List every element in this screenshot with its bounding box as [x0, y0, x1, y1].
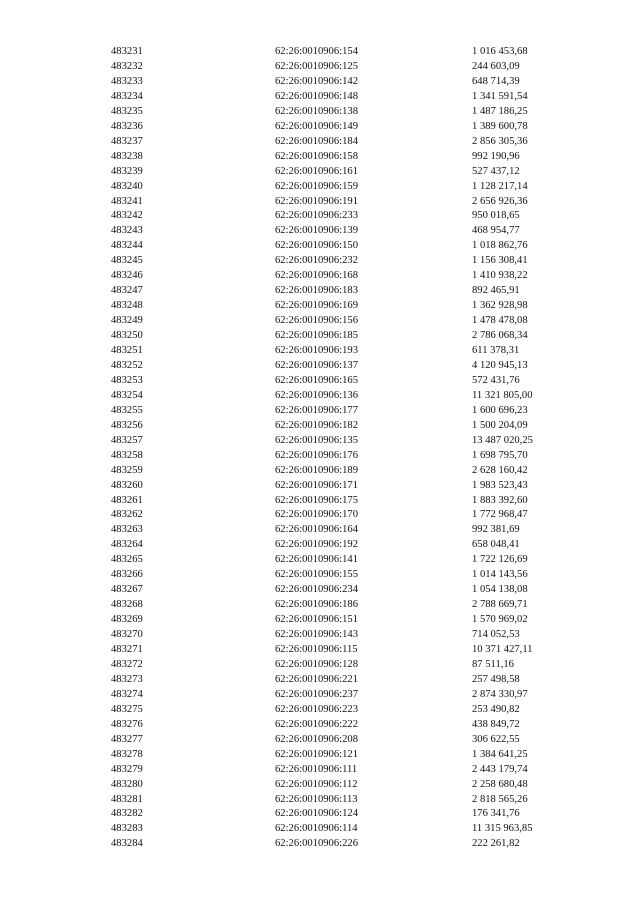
cadastral-number: 62:26:0010906:183	[275, 285, 358, 297]
row-number: 483248	[111, 300, 143, 312]
cadastral-value: 1 389 600,78	[472, 120, 528, 132]
table-row	[0, 403, 640, 418]
cadastral-number: 62:26:0010906:175	[275, 494, 358, 506]
cadastral-number: 62:26:0010906:136	[275, 389, 358, 401]
cadastral-number: 62:26:0010906:192	[275, 539, 358, 551]
cadastral-value: 1 600 696,23	[472, 404, 528, 416]
cadastral-value: 468 954,77	[472, 225, 520, 237]
row-number: 483242	[111, 210, 143, 222]
row-number: 483267	[111, 584, 143, 596]
row-number: 483247	[111, 285, 143, 297]
row-number: 483256	[111, 419, 143, 431]
cadastral-number: 62:26:0010906:182	[275, 419, 358, 431]
cadastral-value: 714 052,53	[472, 629, 520, 641]
table-row	[0, 358, 640, 373]
cadastral-value: 244 603,09	[472, 60, 520, 72]
row-number: 483284	[111, 838, 143, 850]
cadastral-number: 62:26:0010906:234	[275, 584, 358, 596]
table-row	[0, 74, 640, 89]
row-number: 483238	[111, 150, 143, 162]
row-number: 483237	[111, 135, 143, 147]
table-row	[0, 567, 640, 582]
table-row	[0, 792, 640, 807]
row-number: 483243	[111, 225, 143, 237]
table-row	[0, 777, 640, 792]
row-number: 483279	[111, 763, 143, 775]
row-number: 483278	[111, 748, 143, 760]
table-row	[0, 418, 640, 433]
table-row	[0, 313, 640, 328]
cadastral-number: 62:26:0010906:135	[275, 434, 358, 446]
cadastral-number: 62:26:0010906:176	[275, 449, 358, 461]
cadastral-number: 62:26:0010906:158	[275, 150, 358, 162]
row-number: 483268	[111, 599, 143, 611]
table-row	[0, 89, 640, 104]
cadastral-value: 611 378,31	[472, 345, 520, 356]
cadastral-value: 2 788 669,71	[472, 599, 528, 611]
cadastral-number: 62:26:0010906:232	[275, 255, 358, 267]
table-row	[0, 283, 640, 298]
cadastral-value: 1 883 392,60	[472, 494, 528, 506]
cadastral-value: 2 443 179,74	[472, 763, 528, 775]
row-number: 483269	[111, 614, 143, 626]
table-row	[0, 717, 640, 732]
table-row	[0, 119, 640, 134]
row-number: 483263	[111, 524, 143, 536]
cadastral-value: 648 714,39	[472, 75, 520, 87]
cadastral-value: 11 321 805,00	[472, 389, 533, 401]
table-row	[0, 552, 640, 567]
table-row	[0, 373, 640, 388]
cadastral-number: 62:26:0010906:124	[275, 808, 358, 820]
cadastral-number: 62:26:0010906:137	[275, 359, 358, 371]
table-row	[0, 388, 640, 403]
row-number: 483282	[111, 808, 143, 820]
table-row	[0, 433, 640, 448]
table-row	[0, 179, 640, 194]
cadastral-number: 62:26:0010906:185	[275, 330, 358, 342]
cadastral-number: 62:26:0010906:223	[275, 703, 358, 715]
cadastral-value: 10 371 427,11	[472, 644, 533, 655]
cadastral-number: 62:26:0010906:161	[275, 165, 358, 177]
cadastral-value: 527 437,12	[472, 165, 520, 177]
table-row	[0, 762, 640, 777]
row-number: 483249	[111, 315, 143, 327]
cadastral-number: 62:26:0010906:222	[275, 718, 358, 730]
cadastral-value: 1 128 217,14	[472, 180, 528, 192]
table-row	[0, 328, 640, 343]
row-number: 483283	[111, 823, 143, 835]
cadastral-number: 62:26:0010906:142	[275, 75, 358, 87]
row-number: 483245	[111, 255, 143, 267]
cadastral-value: 222 261,82	[472, 838, 520, 850]
row-number: 483252	[111, 359, 143, 371]
cadastral-value: 1 156 308,41	[472, 255, 528, 267]
cadastral-number: 62:26:0010906:164	[275, 524, 358, 536]
cadastral-number: 62:26:0010906:114	[275, 823, 358, 835]
table-row	[0, 642, 640, 657]
cadastral-value: 2 818 565,26	[472, 793, 528, 805]
row-number: 483275	[111, 703, 143, 715]
cadastral-value: 992 381,69	[472, 524, 520, 536]
cadastral-value: 1 772 968,47	[472, 509, 528, 521]
row-number: 483262	[111, 509, 143, 521]
cadastral-number: 62:26:0010906:150	[275, 240, 358, 252]
table-row	[0, 478, 640, 493]
table-row	[0, 59, 640, 74]
cadastral-value: 2 786 068,34	[472, 330, 528, 342]
table-row	[0, 238, 640, 253]
cadastral-number: 62:26:0010906:221	[275, 673, 358, 685]
row-number: 483257	[111, 434, 143, 446]
row-number: 483236	[111, 120, 143, 132]
table-row	[0, 747, 640, 762]
table-row	[0, 687, 640, 702]
cadastral-number: 62:26:0010906:138	[275, 105, 358, 117]
row-number: 483281	[111, 793, 143, 805]
row-number: 483235	[111, 105, 143, 117]
table-row	[0, 298, 640, 313]
table-row	[0, 597, 640, 612]
cadastral-value: 253 490,82	[472, 703, 520, 715]
table-row	[0, 806, 640, 821]
cadastral-number: 62:26:0010906:155	[275, 569, 358, 581]
row-number: 483254	[111, 389, 143, 401]
table-row	[0, 134, 640, 149]
cadastral-number: 62:26:0010906:233	[275, 210, 358, 222]
cadastral-value: 2 656 926,36	[472, 195, 528, 207]
cadastral-number: 62:26:0010906:168	[275, 270, 358, 282]
cadastral-value: 1 018 862,76	[472, 240, 528, 252]
cadastral-number: 62:26:0010906:143	[275, 629, 358, 641]
row-number: 483250	[111, 330, 143, 342]
cadastral-number: 62:26:0010906:115	[275, 644, 358, 655]
table-row	[0, 522, 640, 537]
cadastral-value: 257 498,58	[472, 673, 520, 685]
cadastral-value: 1 698 795,70	[472, 449, 528, 461]
row-number: 483259	[111, 464, 143, 476]
table-row	[0, 657, 640, 672]
cadastral-value: 2 628 160,42	[472, 464, 528, 476]
cadastral-value: 1 500 204,09	[472, 419, 528, 431]
row-number: 483265	[111, 554, 143, 566]
cadastral-number: 62:26:0010906:112	[275, 778, 358, 790]
table-row	[0, 223, 640, 238]
table-row	[0, 343, 640, 358]
cadastral-number: 62:26:0010906:177	[275, 404, 358, 416]
table-row	[0, 627, 640, 642]
row-number: 483266	[111, 569, 143, 581]
row-number: 483244	[111, 240, 143, 252]
cadastral-number: 62:26:0010906:186	[275, 599, 358, 611]
table-row	[0, 448, 640, 463]
cadastral-number: 62:26:0010906:121	[275, 748, 358, 760]
cadastral-value: 1 983 523,43	[472, 479, 528, 491]
row-number: 483264	[111, 539, 143, 551]
row-number: 483253	[111, 374, 143, 386]
cadastral-number: 62:26:0010906:148	[275, 90, 358, 102]
cadastral-value: 1 341 591,54	[472, 90, 528, 102]
cadastral-value: 176 341,76	[472, 808, 520, 820]
cadastral-number: 62:26:0010906:237	[275, 688, 358, 700]
cadastral-number: 62:26:0010906:125	[275, 60, 358, 72]
cadastral-number: 62:26:0010906:113	[275, 793, 358, 805]
cadastral-value: 2 258 680,48	[472, 778, 528, 790]
cadastral-value: 2 856 305,36	[472, 135, 528, 147]
cadastral-number: 62:26:0010906:141	[275, 554, 358, 566]
cadastral-value: 950 018,65	[472, 210, 520, 222]
table-row	[0, 732, 640, 747]
cadastral-value: 1 054 138,08	[472, 584, 528, 596]
table-row	[0, 493, 640, 508]
table-row	[0, 672, 640, 687]
cadastral-value: 1 362 928,98	[472, 300, 528, 312]
cadastral-value: 892 465,91	[472, 285, 520, 297]
row-number: 483271	[111, 644, 143, 655]
cadastral-value: 1 487 186,25	[472, 105, 528, 117]
row-number: 483231	[111, 46, 143, 57]
cadastral-value: 1 410 938,22	[472, 270, 528, 282]
row-number: 483255	[111, 404, 143, 416]
cadastral-value: 572 431,76	[472, 374, 520, 386]
table-row	[0, 821, 640, 836]
cadastral-number: 62:26:0010906:165	[275, 374, 358, 386]
cadastral-number: 62:26:0010906:226	[275, 838, 358, 850]
cadastral-value: 87 511,16	[472, 658, 514, 670]
row-number: 483239	[111, 165, 143, 177]
table-row	[0, 836, 640, 851]
cadastral-number: 62:26:0010906:184	[275, 135, 358, 147]
row-number: 483260	[111, 479, 143, 491]
table-row	[0, 164, 640, 179]
table-row	[0, 582, 640, 597]
row-number: 483280	[111, 778, 143, 790]
row-number: 483270	[111, 629, 143, 641]
cadastral-number: 62:26:0010906:139	[275, 225, 358, 237]
cadastral-number: 62:26:0010906:191	[275, 195, 358, 207]
table-row	[0, 44, 640, 59]
cadastral-value: 306 622,55	[472, 733, 520, 745]
table-row	[0, 194, 640, 209]
row-number: 483246	[111, 270, 143, 282]
row-number: 483272	[111, 658, 143, 670]
table-row	[0, 253, 640, 268]
cadastral-number: 62:26:0010906:128	[275, 658, 358, 670]
cadastral-value: 1 016 453,68	[472, 46, 528, 57]
cadastral-number: 62:26:0010906:111	[275, 763, 358, 775]
cadastral-value: 1 570 969,02	[472, 614, 528, 626]
row-number: 483240	[111, 180, 143, 192]
cadastral-value: 13 487 020,25	[472, 434, 533, 446]
cadastral-value: 438 849,72	[472, 718, 520, 730]
row-number: 483277	[111, 733, 143, 745]
cadastral-value: 1 384 641,25	[472, 748, 528, 760]
row-number: 483276	[111, 718, 143, 730]
row-number: 483274	[111, 688, 143, 700]
cadastral-number: 62:26:0010906:151	[275, 614, 358, 626]
row-number: 483232	[111, 60, 143, 72]
cadastral-value: 1 722 126,69	[472, 554, 528, 566]
cadastral-value: 4 120 945,13	[472, 359, 528, 371]
row-number: 483251	[111, 345, 143, 356]
cadastral-number: 62:26:0010906:169	[275, 300, 358, 312]
cadastral-value: 992 190,96	[472, 150, 520, 162]
table-row	[0, 149, 640, 164]
row-number: 483273	[111, 673, 143, 685]
cadastral-number: 62:26:0010906:159	[275, 180, 358, 192]
table-row	[0, 463, 640, 478]
cadastral-number: 62:26:0010906:171	[275, 479, 358, 491]
table-row	[0, 537, 640, 552]
cadastral-number: 62:26:0010906:193	[275, 345, 358, 356]
row-number: 483261	[111, 494, 143, 506]
row-number: 483258	[111, 449, 143, 461]
table-row	[0, 104, 640, 119]
row-number: 483241	[111, 195, 143, 207]
cadastral-number: 62:26:0010906:170	[275, 509, 358, 521]
cadastral-number: 62:26:0010906:208	[275, 733, 358, 745]
cadastral-value: 658 048,41	[472, 539, 520, 551]
cadastral-number: 62:26:0010906:189	[275, 464, 358, 476]
table-row	[0, 702, 640, 717]
cadastral-number: 62:26:0010906:156	[275, 315, 358, 327]
cadastral-value: 1 478 478,08	[472, 315, 528, 327]
cadastral-value: 2 874 330,97	[472, 688, 528, 700]
cadastral-value: 11 315 963,85	[472, 823, 533, 835]
cadastral-number: 62:26:0010906:149	[275, 120, 358, 132]
row-number: 483233	[111, 75, 143, 87]
table-row	[0, 507, 640, 522]
table-row	[0, 208, 640, 223]
cadastral-value: 1 014 143,56	[472, 569, 528, 581]
cadastral-number: 62:26:0010906:154	[275, 46, 358, 57]
table-row	[0, 268, 640, 283]
table-row	[0, 612, 640, 627]
row-number: 483234	[111, 90, 143, 102]
